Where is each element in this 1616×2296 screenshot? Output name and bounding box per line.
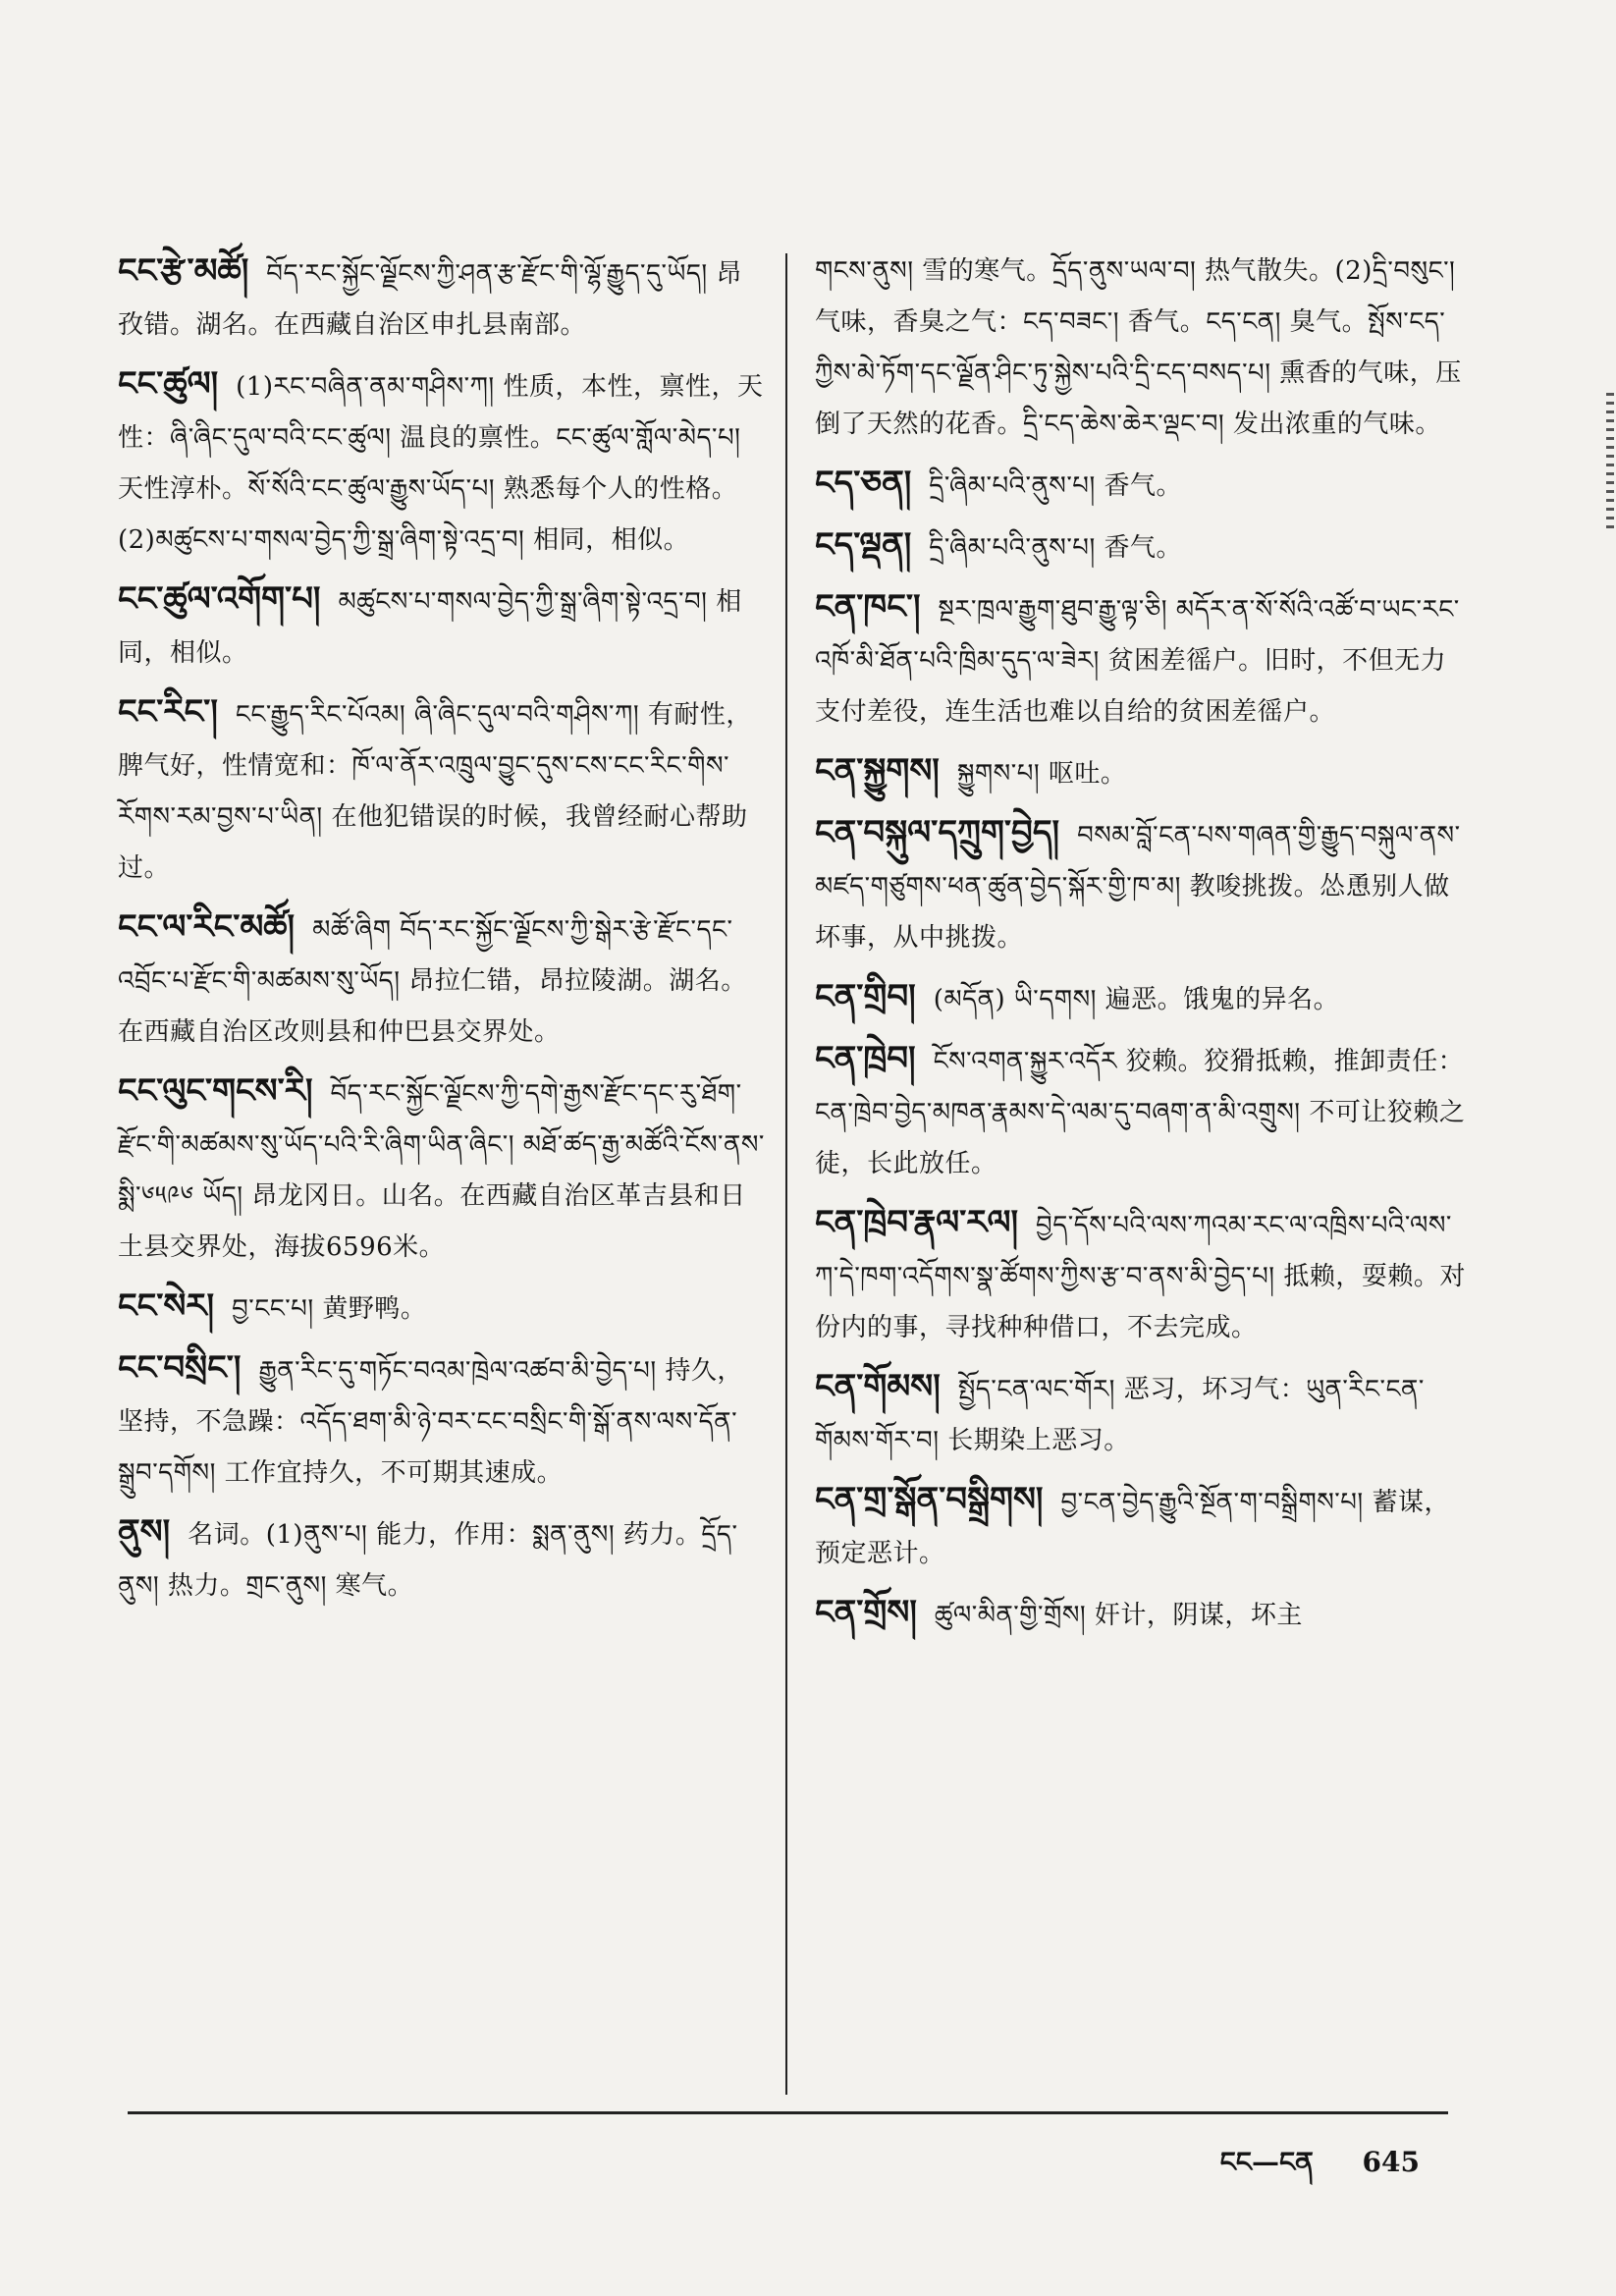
entry-definition: བྱ་ངང་པ། 黄野鸭。 [232, 1294, 427, 1324]
entry-headword: ངང་བསྲིང་། [118, 1348, 242, 1388]
entry-definition: བོད་རང་སྐྱོང་ལྗོངས་ཀྱི་ཤན་རྩ་རྫོང་གི་ལྷོ་རྒྱུད་དུ་ཡོད། 昂孜错。湖名。在西藏自治区申扎县南部。 [118, 259, 742, 340]
dictionary-entry [118, 574, 766, 679]
entry-definition: བྱེད་དོས་པའི་ལས་ཀའམ་རང་ལ་འཁྲིས་པའི་ལས་ཀ་དེ་ཁག་འདོགས་སྣ་ཚོགས་ཀྱིས་རྩ་བ་ནས་མི་བྱེད་པ། 抵赖，耍赖。对份内的事，寻找种种借口，不去完成。 [815, 1211, 1466, 1342]
entry-definition: བྱ་ངན་བྱེད་རྒྱུའི་སྔོན་ག་བསྒྲིགས་པ། 蓄谋，预定恶计。 [815, 1488, 1450, 1568]
entry-headword: ངད་ལྡན། [815, 525, 912, 565]
dictionary-entry [815, 519, 1468, 574]
column-divider [785, 253, 787, 2095]
dictionary-entry [118, 1066, 766, 1273]
dictionary-entry [118, 686, 766, 894]
entry-definition: བསམ་བློ་ངན་པས་གཞན་གྱི་རྒྱུད་བསྐུལ་ནས་མཛད་གཙུགས་ཕན་ཚུན་བྱེད་སྐོར་གྱི་ཁ་མ། 教唆挑拨。怂恿别人做坏事，从中挑拨。 [815, 821, 1461, 953]
entry-definition: སྤྱོད་ངན་ལང་གོར། 恶习，坏习气：ཡུན་རིང་ངན་གོམས་གོར་བ། 长期染上恶习。 [815, 1375, 1425, 1455]
entry-headword: ངད་ཅན། [815, 464, 912, 503]
entry-headword: ངང་རིང་། [118, 692, 218, 732]
entry-definition: སྐྱུགས་པ། 呕吐。 [956, 759, 1127, 789]
dictionary-entry [815, 745, 1468, 799]
footer-rule [128, 2111, 1448, 2114]
dictionary-entry [118, 1342, 766, 1499]
dictionary-entry [815, 807, 1468, 963]
entry-definition: སྔར་ཁྲལ་རྒྱུག་ཐུབ་རྒྱུ་ལྟ་ཅི། མདོར་ན་སོ་སོའི་འཚོ་བ་ཡང་རང་འཁོ་མི་ཐོན་པའི་ཁྲིམ་དུད་ལ་ཟེར། 贫困差徭户。旧时，不但无力支付差役，连生活也难以自给的贫困差徭户。 [815, 595, 1460, 727]
entry-headword: ངན་གྲོས། [815, 1593, 917, 1632]
entry-headword: ངན་གོམས། [815, 1367, 941, 1406]
entry-definition: དྲི་ཞིམ་པའི་ནུས་པ། 香气。 [929, 533, 1183, 563]
page-number: 645 [1362, 2146, 1420, 2178]
entry-headword: ངང་རྩེ་མཚོ། [118, 251, 249, 291]
entry-definition: དྲི་ཞིམ་པའི་ནུས་པ། 香气。 [929, 471, 1183, 501]
dictionary-entry [815, 458, 1468, 512]
entry-definition: (1)རང་བཞིན་ནམ་གཤིས་ཀ། 性质，本性，禀性，天性：ཞི་ཞིང་དུལ་བའི་ངང་ཚུལ། 温良的禀性。ངང་ཚུལ་གློལ་མེད་པ། 天性淳朴。སོ་སོའི་ངང་ཚུལ་རྒྱུས་ཡོད་པ། 熟悉每个人的性格。(2)མཚུངས་པ་གསལ་བྱེད་ཀྱི་སྒྲ་ཞིག་སྟེ་འདྲ་བ། 相同，相似。 [118, 372, 764, 555]
dictionary-entry [815, 1197, 1468, 1353]
entry-headword: ངང་ཚུལ། [118, 364, 219, 404]
dictionary-entry [815, 1361, 1468, 1466]
dictionary-entry [815, 1033, 1468, 1189]
entry-headword: ངན་ཁྲེབ་རྣལ་རལ། [815, 1203, 1019, 1242]
entry-headword: ངང་སེར། [118, 1286, 215, 1326]
dictionary-entry [815, 581, 1468, 738]
entry-definition: གངས་ནུས། 雪的寒气。དྲོད་ནུས་ཡལ་བ། 热气散失。(2)དྲི་བསུང་། 气味，香臭之气：ངད་བཟང་། 香气。ངད་ངན། 臭气。སྤོས་ངད་ཀྱིས་མེ་ཏོག་དང་ལྗོན་ཤིང་ཏུ་སྐྱེས་པའི་དྲི་ངད་བསད་པ། 熏香的气味，压倒了天然的花香。དྲི་ངད་ཆེས་ཆེར་ལྡང་བ། 发出浓重的气味。 [815, 256, 1462, 439]
entry-headword: ངང་ལུང་གངས་རི། [118, 1071, 313, 1111]
dictionary-entry [815, 971, 1468, 1025]
entry-definition: 名词。(1)ནུས་པ། 能力，作用：སྨན་ནུས། 药力。དྲོད་ནུས། 热力。གྲང་ནུས། 寒气。 [118, 1520, 738, 1601]
dictionary-entry [118, 246, 766, 351]
right-column [815, 246, 1468, 1649]
entry-headword: ངན་སྐྱུགས། [815, 751, 940, 791]
entry-headword: ངང་ལ་རིང་མཚོ། [118, 907, 296, 947]
entry-headword: ངན་བསྐུལ་དཀྲུག་བྱེད། [815, 813, 1060, 852]
entry-definition: ཚུལ་མིན་གྱི་གྲོས། 奸计，阴谋，坏主 [934, 1601, 1303, 1630]
entry-definition: རྒྱུན་རིང་དུ་གཏོང་བའམ་ཁྲེལ་འཚབ་མི་བྱེད་པ། 持久，坚持，不急躁：འདོད་ཐག་མི་ཉེ་བར་ངང་བསྲིང་གི་སྒོ་ནས་ལས་དོན་སྒྲུབ་དགོས། 工作宜持久，不可期其速成。 [118, 1356, 743, 1488]
entry-headword: ངན་གྲ་སྒོན་བསྒྲིགས། [815, 1480, 1044, 1519]
entry-headword: ནུས། [118, 1512, 171, 1552]
entry-headword: ངང་ཚུལ་འགོག་པ། [118, 579, 321, 619]
entry-headword: ངན་ཁང་། [815, 587, 921, 627]
entry-definition: ངོས་འགན་སྐྱུར་འདོར 狡赖。狡猾抵赖，推卸责任：ངན་ཁྲེབ་བྱེད་མཁན་རྣམས་དེ་ལམ་དུ་བཞག་ན་མི་འགྲུས། 不可让狡赖之徒，长此放任。 [815, 1047, 1466, 1178]
entry-definition: ངང་རྒྱུད་རིང་པོའམ། ཞི་ཞིང་དུལ་བའི་གཤིས་ཀ། 有耐性，脾气好，性情宽和：ཁོ་ལ་ནོར་འཁྲུལ་བྱུང་དུས་ངས་ངང་རིང་གིས་རོགས་རམ་བྱས་པ་ཡིན། 在他犯错误的时候，我曾经耐心帮助过。 [118, 700, 752, 883]
dictionary-entry [815, 1587, 1468, 1641]
left-column [118, 246, 766, 1619]
scan-margin-marks [1606, 393, 1614, 530]
entry-definition: བོད་རང་སྐྱོང་ལྗོངས་ཀྱི་དགེ་རྒྱས་རྫོང་དང་རུ་ཐོག་རྫོང་གི་མཚམས་སུ་ཡོད་པའི་རི་ཞིག་ཡིན་ཞིང་། མཐོ་ཚད་རྒྱ་མཚོའི་ངོས་ནས་སྨི་༦༥༩༦ ཡོད། 昂龙冈日。山名。在西藏自治区革吉县和日土县交界处，海拔6596米。 [118, 1079, 765, 1262]
dictionary-entry [815, 246, 1468, 450]
entry-headword: ངན་ཁྲེབ། [815, 1039, 916, 1078]
entry-definition: མཚོ་ཞིག བོད་རང་སྐྱོང་ལྗོངས་ཀྱི་སྒེར་རྩེ་རྫོང་དང་འབྲོང་པ་རྫོང་གི་མཚམས་སུ་ཡོད། 昂拉仁错，昂拉陵湖。湖名。在西藏自治区改则县和仲巴县交界处。 [118, 915, 747, 1047]
dictionary-entry [118, 1281, 766, 1335]
dictionary-entry [118, 902, 766, 1058]
dictionary-entry [118, 1506, 766, 1612]
dictionary-entry [118, 358, 766, 566]
entry-definition: མཚུངས་པ་གསལ་བྱེད་ཀྱི་སྒྲ་ཞིག་སྟེ་འདྲ་བ། 相同，相似。 [118, 587, 742, 668]
dictionary-entry [815, 1474, 1468, 1579]
entry-range: ངང—ངན [1219, 2146, 1314, 2178]
entry-headword: ངན་གྲིབ། [815, 977, 916, 1016]
page-footer [1220, 2131, 1420, 2209]
entry-definition: (མདོན) ཡི་དགས། 遍恶。饿鬼的异名。 [933, 985, 1340, 1014]
